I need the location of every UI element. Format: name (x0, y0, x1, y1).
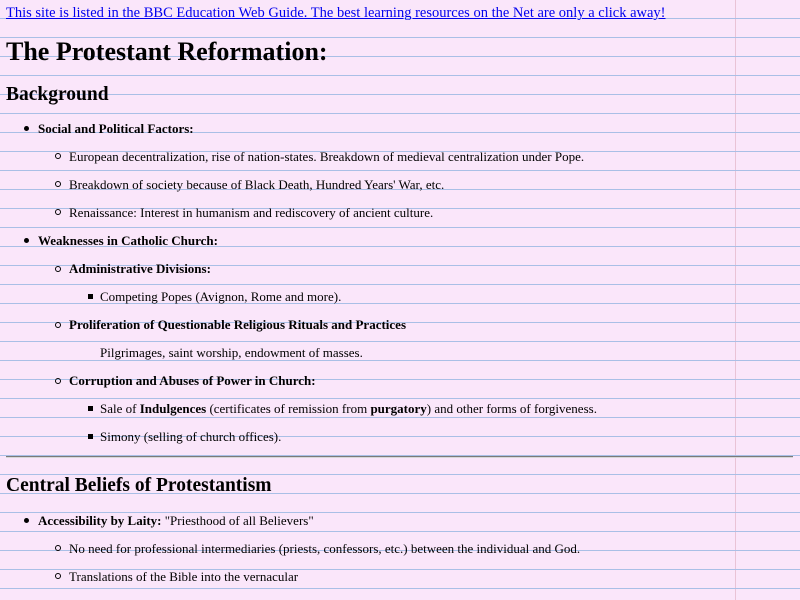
circle-bullet (55, 322, 61, 328)
circle-bullet (55, 153, 61, 159)
list-item: Competing Popes (Avignon, Rome and more). (100, 289, 342, 304)
list-item: Social and Political Factors: (38, 121, 194, 136)
circle-bullet (55, 545, 61, 551)
square-bullet (88, 434, 93, 439)
list-item: Sale of Indulgences (certificates of remission from purgatory) and other forms of forgiveness. (100, 401, 597, 416)
list-item: No need for professional intermediaries (priests, confessors, etc.) between the individual and God. (69, 541, 581, 556)
list-item-text: Pilgrimages, saint worship, endowment of masses. (100, 345, 363, 360)
square-bullet (88, 406, 93, 411)
central-beliefs-heading: Central Beliefs of Protestantism (6, 475, 272, 496)
disc-bullet (24, 238, 29, 243)
list-item: European decentralization, rise of nation-states. Breakdown of medieval centralization under Pope. (69, 149, 585, 164)
list-item: Weaknesses in Catholic Church: (38, 233, 218, 248)
list-item: Proliferation of Questionable Religious Rituals and Practices (69, 317, 407, 332)
circle-bullet (55, 573, 61, 579)
square-bullet (88, 294, 93, 299)
disc-bullet (24, 126, 29, 131)
page-title: The Protestant Reformation: (6, 37, 328, 66)
circle-bullet (55, 266, 61, 272)
list-item: Breakdown of society because of Black Death, Hundred Years' War, etc. (69, 177, 445, 192)
background-heading: Background (6, 84, 109, 105)
list-item: Simony (selling of church offices). (100, 429, 282, 444)
list-item: Translations of the Bible into the vernacular (69, 569, 299, 584)
section-divider (6, 456, 793, 458)
list-item: Administrative Divisions: (69, 261, 211, 276)
list-item: Accessibility by Laity: "Priesthood of all Believers" (38, 513, 314, 528)
list-item: Renaissance: Interest in humanism and rediscovery of ancient culture. (69, 205, 434, 220)
disc-bullet (24, 518, 29, 523)
circle-bullet (55, 378, 61, 384)
circle-bullet (55, 181, 61, 187)
list-item: Corruption and Abuses of Power in Church: (69, 373, 316, 388)
bbc-guide-link[interactable]: This site is listed in the BBC Education Web Guide. The best learning resources on the Net are only a click away! (6, 5, 666, 21)
circle-bullet (55, 209, 61, 215)
